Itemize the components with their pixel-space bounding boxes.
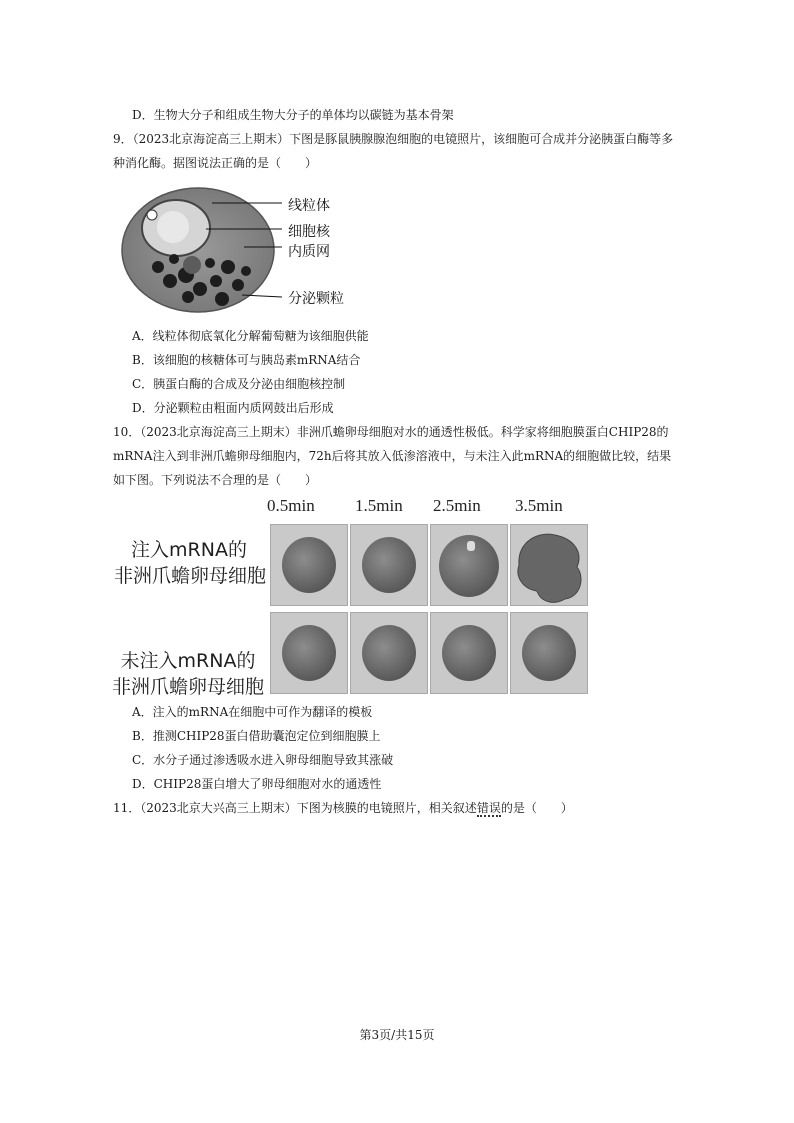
q9-option-d: D．分泌颗粒由粗面内质网鼓出后形成 [132, 401, 334, 415]
q9-stem-line2: 种消化酶。据图说法正确的是（ ） [113, 156, 318, 170]
q10-stem-line1: 10．（2023北京海淀高三上期末）非洲爪蟾卵母细胞对水的通透性极低。科学家将细胞膜蛋白CHIP28的 [113, 425, 669, 439]
q9-option-b: B．该细胞的核糖体可与胰岛素mRNA结合 [132, 353, 361, 367]
q9-stem-line1: 9．（2023北京海淀高三上期末）下图是豚鼠胰腺腺泡细胞的电镜照片，该细胞可合成并分泌胰蛋白酶等多 [113, 132, 674, 146]
q11-stem-text: 11．（2023北京大兴高三上期末）下图为核膜的电镜照片，相关叙述 [113, 801, 477, 815]
label-nucleus: 细胞核 [288, 224, 330, 240]
q10-option-b: B．推测CHIP28蛋白借助囊泡定位到细胞膜上 [132, 729, 381, 743]
q9-option-c: C．胰蛋白酶的合成及分泌由细胞核控制 [132, 377, 346, 391]
row-label-injected [114, 537, 267, 589]
time-label: 3.5min [515, 496, 563, 515]
oocyte-image [350, 524, 428, 606]
label-er: 内质网 [288, 244, 330, 260]
q11-stem-line1 [113, 800, 573, 816]
time-label: 0.5min [267, 496, 315, 515]
q10-oocyte-figure [112, 494, 587, 698]
label-secretory-granule: 分泌颗粒 [288, 291, 344, 307]
q10-stem-line2: mRNA注入到非洲爪蟾卵母细胞内，72h后将其放入低渗溶液中，与未注入此mRNA的细胞做比较，结果 [113, 449, 672, 463]
q10-option-d: D．CHIP28蛋白增大了卵母细胞对水的通透性 [132, 777, 382, 791]
oocyte-image [270, 524, 348, 606]
q11-stem-tail: 的是（ ） [500, 801, 573, 815]
q10-stem-line3: 如下图。下列说法不合理的是（ ） [113, 473, 318, 487]
q11-emphasis: 错误 [476, 801, 501, 815]
q10-option-a: A．注入的mRNA在细胞中可作为翻译的模板 [132, 705, 373, 719]
row-label-injected-line2: 非洲爪蟾卵母细胞 [114, 565, 267, 587]
row-label-injected-line1: 注入mRNA的 [131, 539, 247, 561]
time-label: 2.5min [433, 496, 481, 515]
oocyte-image [350, 612, 428, 694]
q10-option-c: C．水分子通过渗透吸水进入卵母细胞导致其涨破 [132, 753, 394, 767]
prev-option-d: D．生物大分子和组成生物大分子的单体均以碳链为基本骨架 [132, 108, 454, 122]
oocyte-image [510, 524, 588, 606]
row-label-uninjected-line2: 非洲爪蟾卵母细胞 [112, 676, 265, 698]
oocyte-image [270, 612, 348, 694]
oocyte-image [510, 612, 588, 694]
label-mitochondria: 线粒体 [288, 198, 330, 214]
oocyte-image [430, 612, 508, 694]
q9-option-a: A．线粒体彻底氧化分解葡萄糖为该细胞供能 [132, 329, 369, 343]
row-label-uninjected [112, 648, 264, 700]
row-label-uninjected-line1: 未注入mRNA的 [120, 650, 256, 672]
oocyte-image [430, 524, 508, 606]
time-label: 1.5min [355, 496, 403, 515]
page-number: 第3页/共15页 [359, 1028, 435, 1042]
q9-cell-micrograph [118, 185, 358, 320]
